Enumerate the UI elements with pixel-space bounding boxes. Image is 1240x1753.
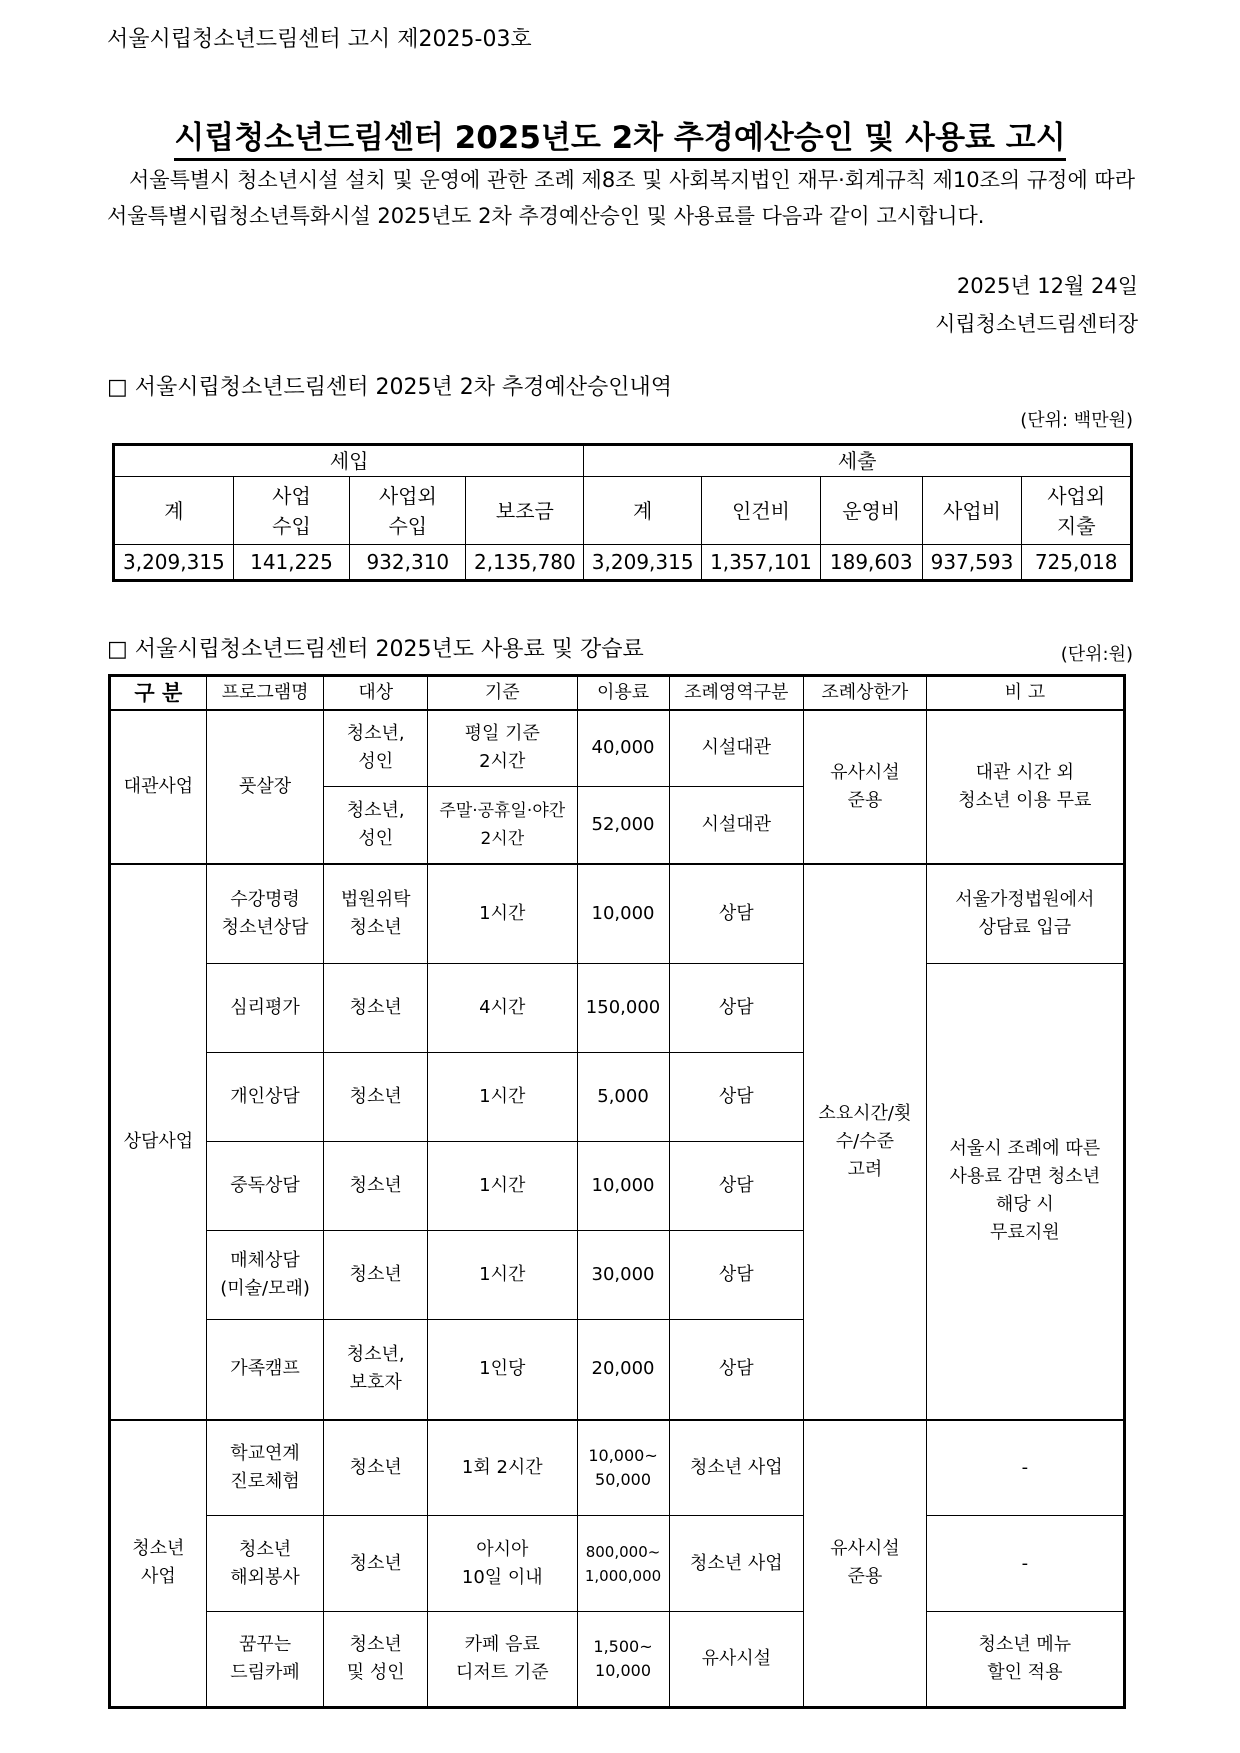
fees-note: -: [926, 1420, 1124, 1516]
notice-date: 2025년 12월 24일: [956, 274, 1138, 298]
budget-col-header: 인건비: [702, 477, 821, 545]
fees-target: 청소년, 보호자: [324, 1320, 428, 1420]
budget-value: 189,603: [820, 545, 922, 581]
fees-basis: 1시간: [428, 864, 578, 964]
fees-program: 심리평가: [206, 964, 324, 1053]
fees-area: 상담: [669, 1320, 804, 1420]
budget-col-header: 보조금: [466, 477, 584, 545]
fees-area: 시설대관: [669, 787, 804, 864]
fees-col-header: 프로그램명: [206, 676, 324, 710]
fees-basis: 평일 기준 2시간: [428, 710, 578, 787]
fees-col-header: 조례영역구분: [669, 676, 804, 710]
fees-basis: 1시간: [428, 1142, 578, 1231]
budget-value: 1,357,101: [702, 545, 821, 581]
fees-area: 상담: [669, 964, 804, 1053]
fees-basis: 1회 2시간: [428, 1420, 578, 1516]
fees-amount: 5,000: [577, 1053, 669, 1142]
fees-amount: 10,000: [577, 864, 669, 964]
fees-basis: 아시아 10일 이내: [428, 1516, 578, 1612]
fees-target: 청소년: [324, 1420, 428, 1516]
fees-basis: 카페 음료 디저트 기준: [428, 1612, 578, 1708]
fees-program: 청소년 해외봉사: [206, 1516, 324, 1612]
budget-value: 2,135,780: [466, 545, 584, 581]
notice-signer: 시립청소년드림센터장: [935, 312, 1138, 336]
fees-amount: 40,000: [577, 710, 669, 787]
fees-basis: 1인당: [428, 1320, 578, 1420]
budget-value: 932,310: [350, 545, 466, 581]
budget-value: 141,225: [233, 545, 349, 581]
fees-program: 개인상담: [206, 1053, 324, 1142]
fees-note: -: [926, 1516, 1124, 1612]
budget-table: [112, 443, 1133, 582]
budget-heading: □ 서울시립청소년드림센터 2025년 2차 추경예산승인내역: [107, 375, 673, 400]
budget-expense-group: 세출: [584, 445, 1132, 477]
fees-basis: 주말·공휴일·야간 2시간: [428, 787, 578, 864]
fees-col-header: 이용료: [577, 676, 669, 710]
fees-amount: 10,000~ 50,000: [577, 1420, 669, 1516]
fees-basis: 1시간: [428, 1053, 578, 1142]
budget-col-header: 사업외 지출: [1022, 477, 1132, 545]
fees-program: 매체상담 (미술/모래): [206, 1231, 324, 1320]
fees-area: 상담: [669, 1053, 804, 1142]
fees-basis: 4시간: [428, 964, 578, 1053]
budget-value: 725,018: [1022, 545, 1132, 581]
fees-area: 청소년 사업: [669, 1420, 804, 1516]
fees-col-header: 기준: [428, 676, 578, 710]
fees-target: 청소년 및 성인: [324, 1612, 428, 1708]
document-title: [0, 112, 1240, 157]
fees-program: 풋살장: [206, 710, 324, 864]
fees-target: 청소년: [324, 1516, 428, 1612]
budget-col-header: 사업비: [922, 477, 1022, 545]
budget-col-header: 사업외 수입: [350, 477, 466, 545]
notice-body: 서울특별시 청소년시설 설치 및 운영에 관한 조례 제8조 및 사회복지법인 재무·회계규칙 제10조의 규정에 따라 서울특별시립청소년특화시설 2025년도 2차 추경예산승인 및 사용료를 다음과 같이 고시합니다.: [107, 168, 1135, 228]
fees-target: 청소년, 성인: [324, 710, 428, 787]
fees-target: 법원위탁 청소년: [324, 864, 428, 964]
fees-target: 청소년: [324, 1053, 428, 1142]
fees-category: 청소년 사업: [110, 1420, 207, 1708]
fees-note: 서울가정법원에서 상담료 입금: [926, 864, 1124, 964]
budget-col-header: 계: [114, 477, 234, 545]
fees-category: 상담사업: [110, 864, 207, 1420]
fees-basis: 1시간: [428, 1231, 578, 1320]
fees-target: 청소년: [324, 1142, 428, 1231]
fees-limit: 유사시설 준용: [804, 710, 927, 864]
fees-amount: 52,000: [577, 787, 669, 864]
fees-amount: 150,000: [577, 964, 669, 1053]
fees-amount: 30,000: [577, 1231, 669, 1320]
fees-amount: 20,000: [577, 1320, 669, 1420]
budget-col-header: 사업 수입: [233, 477, 349, 545]
fees-program: 꿈꾸는 드림카페: [206, 1612, 324, 1708]
budget-value: 3,209,315: [584, 545, 702, 581]
fees-table: [108, 674, 1126, 1709]
fees-program: 학교연계 진로체험: [206, 1420, 324, 1516]
budget-value: 3,209,315: [114, 545, 234, 581]
fees-program: 중독상담: [206, 1142, 324, 1231]
fees-amount: 1,500~ 10,000: [577, 1612, 669, 1708]
fees-area: 상담: [669, 864, 804, 964]
budget-value: 937,593: [922, 545, 1022, 581]
fees-target: 청소년: [324, 1231, 428, 1320]
budget-revenue-group: 세입: [114, 445, 584, 477]
fees-area: 청소년 사업: [669, 1516, 804, 1612]
fees-area: 유사시설: [669, 1612, 804, 1708]
fees-category: 대관사업: [110, 710, 207, 864]
fees-limit: 유사시설 준용: [804, 1420, 927, 1708]
notice-number: 서울시립청소년드림센터 고시 제2025-03호: [107, 27, 532, 52]
fees-area: 시설대관: [669, 710, 804, 787]
fees-limit: 소요시간/횟 수/수준 고려: [804, 864, 927, 1420]
fees-amount: 10,000: [577, 1142, 669, 1231]
fees-note: 대관 시간 외 청소년 이용 무료: [926, 710, 1124, 864]
document-title-text: 시립청소년드림센터 2025년도 2차 추경예산승인 및 사용료 고시: [174, 120, 1065, 161]
fees-col-header: 비 고: [926, 676, 1124, 710]
fees-col-header: 조례상한가: [804, 676, 927, 710]
fees-target: 청소년: [324, 964, 428, 1053]
fees-col-header: 대상: [324, 676, 428, 710]
fees-program: 가족캠프: [206, 1320, 324, 1420]
fees-program: 수강명령 청소년상담: [206, 864, 324, 964]
fees-target: 청소년, 성인: [324, 787, 428, 864]
budget-col-header: 계: [584, 477, 702, 545]
fees-area: 상담: [669, 1231, 804, 1320]
fees-unit: (단위:원): [1060, 644, 1133, 665]
fees-area: 상담: [669, 1142, 804, 1231]
fees-note: 서울시 조례에 따른 사용료 감면 청소년 해당 시 무료지원: [926, 964, 1124, 1420]
fees-amount: 800,000~ 1,000,000: [577, 1516, 669, 1612]
budget-col-header: 운영비: [820, 477, 922, 545]
budget-unit: (단위: 백만원): [1020, 410, 1133, 431]
fees-heading: □ 서울시립청소년드림센터 2025년도 사용료 및 강습료: [107, 637, 644, 662]
fees-col-header: 구 분: [110, 676, 207, 710]
fees-note: 청소년 메뉴 할인 적용: [926, 1612, 1124, 1708]
